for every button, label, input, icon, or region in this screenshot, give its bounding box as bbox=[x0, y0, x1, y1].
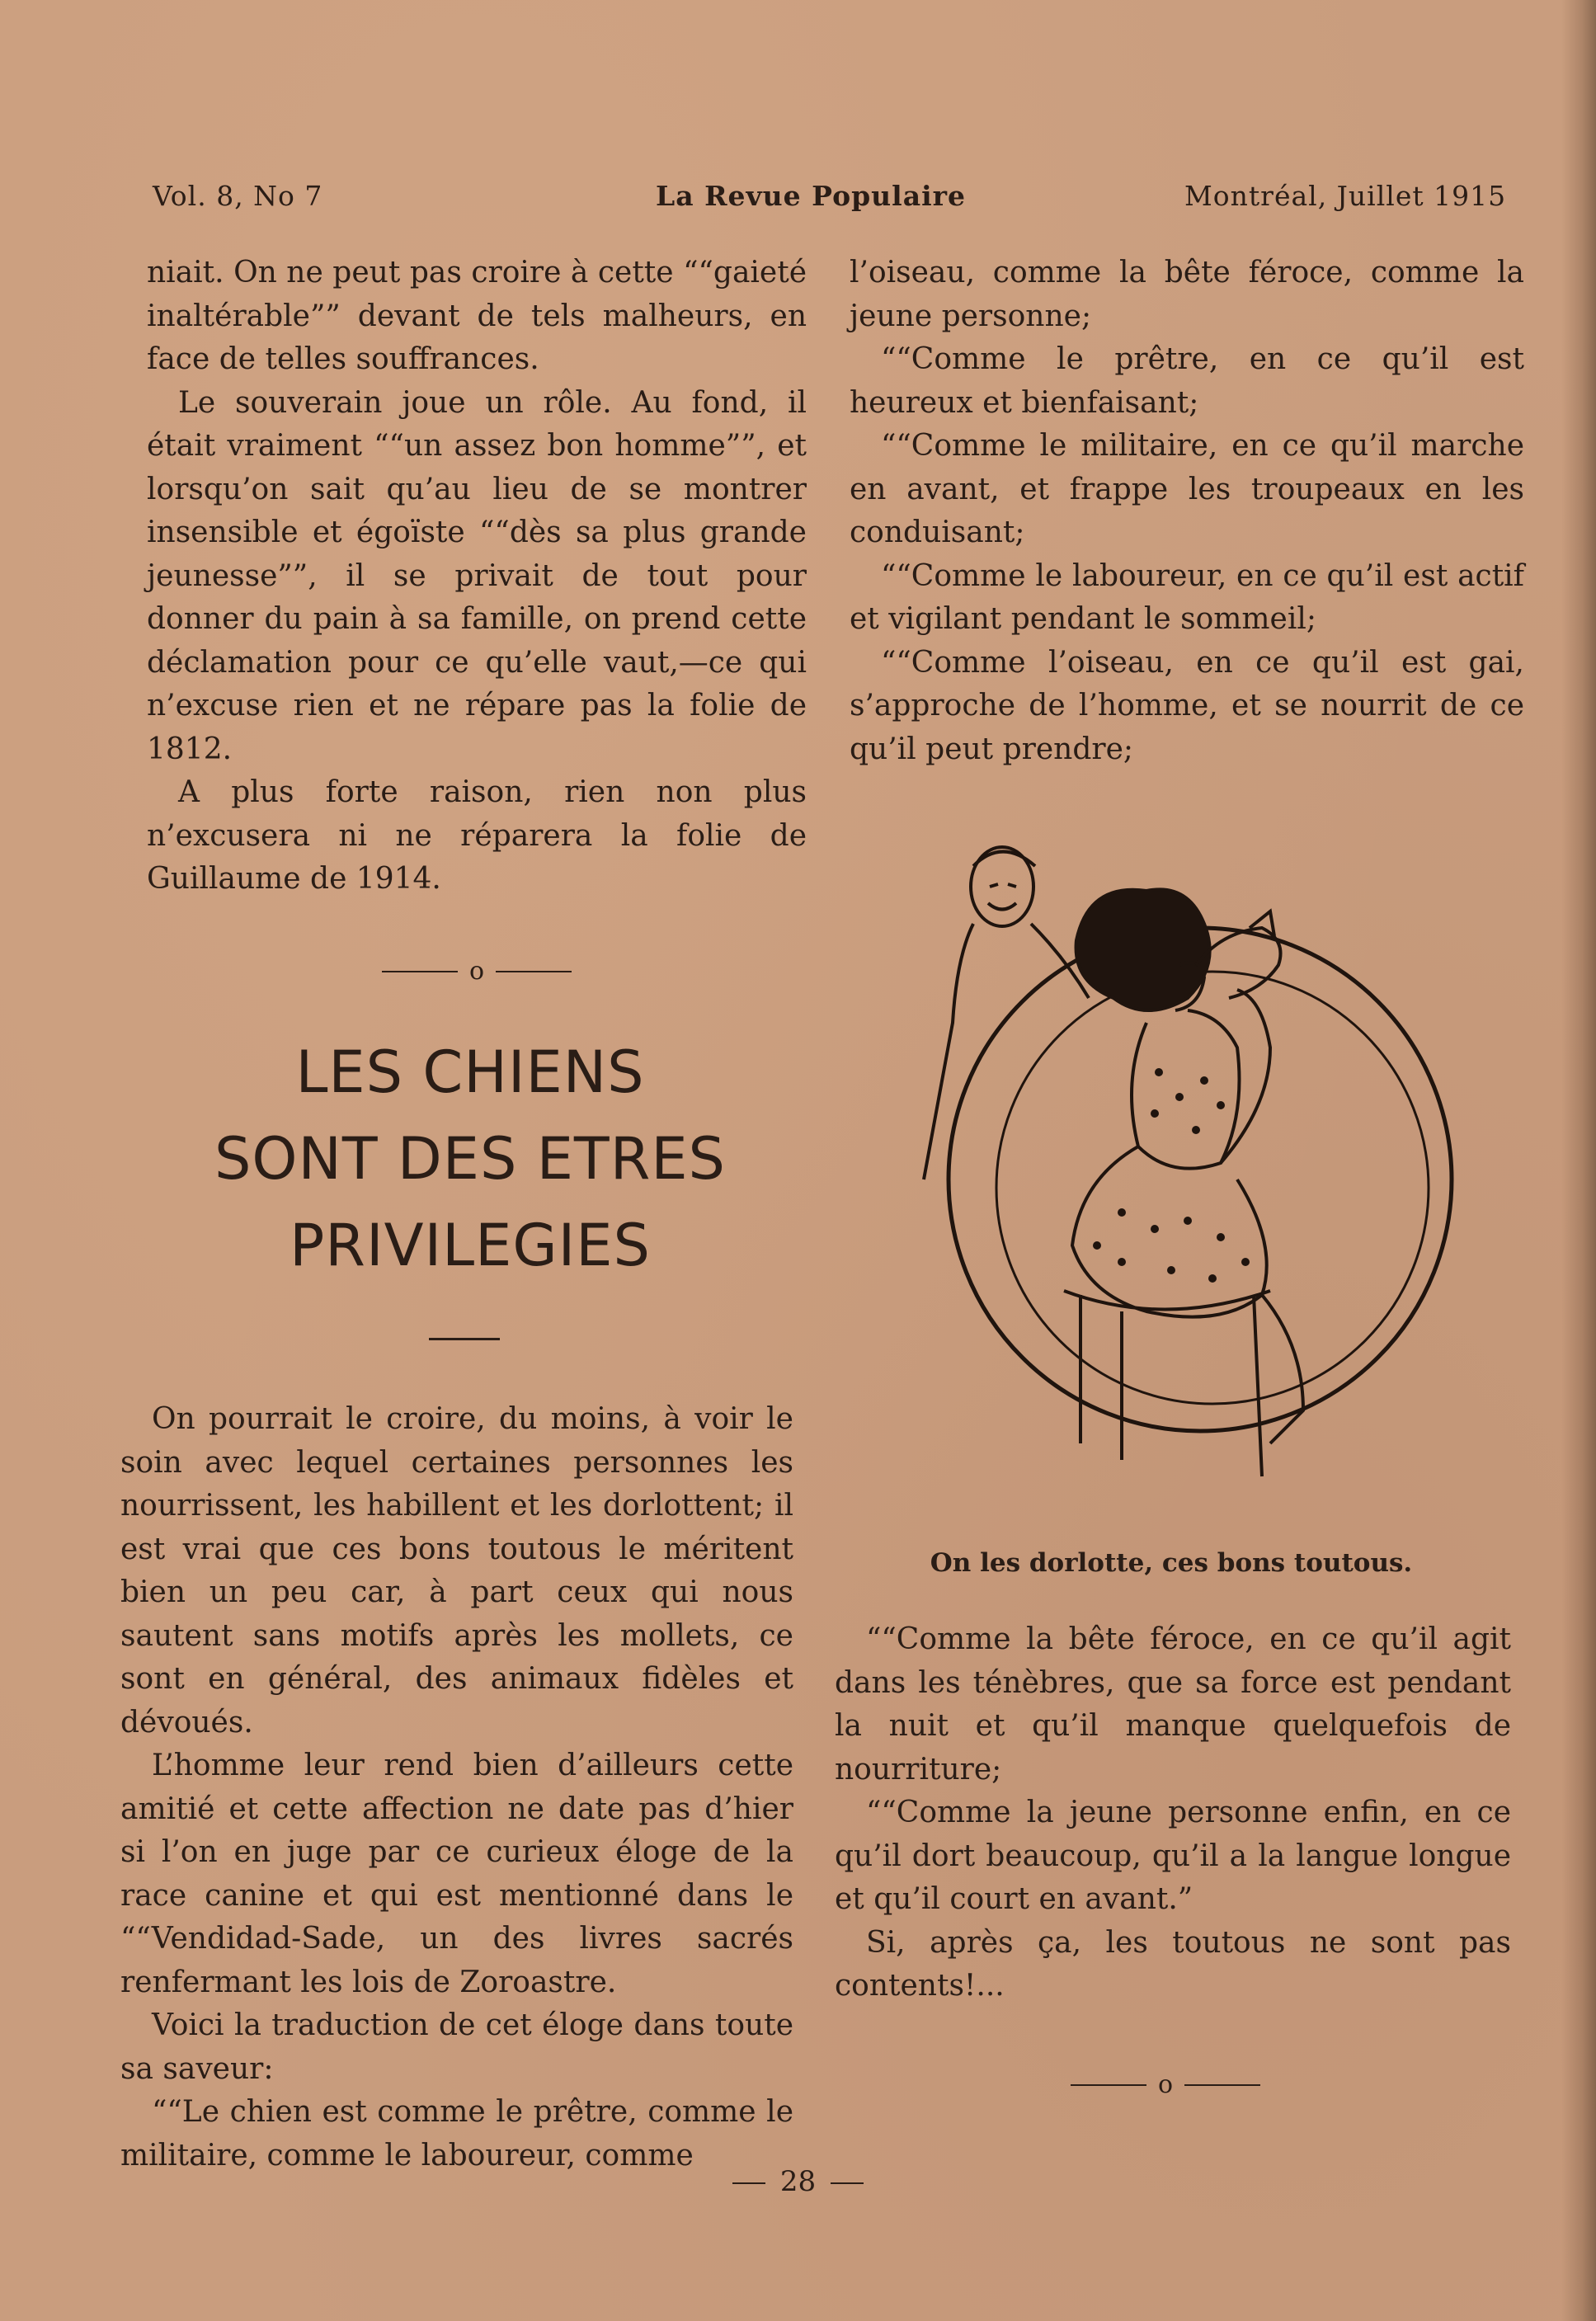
paragraph: On pourrait le croire, du moins, à voir le soin avec lequel certaines personnes les nourrissent, les habillent et les dorlottent; il est vrai que ces bons toutous le méritent bien un peu car, à part ceux qui nous sautent sans motifs après les mollets, ce sont en général, des animaux fidèles et dévoués. bbox=[120, 1402, 793, 1740]
paragraph: Si, après ça, les toutous ne sont pas contents!... bbox=[835, 1925, 1511, 2003]
page-edge-shadow bbox=[1561, 0, 1596, 2321]
paragraph: ““Comme le militaire, en ce qu’il marche en avant, et frappe les troupeaux en les conduisant; bbox=[850, 429, 1524, 549]
paragraph: ““Comme le laboureur, en ce qu’il est actif et vigilant pendant le sommeil; bbox=[850, 558, 1524, 636]
figure-caption: On les dorlotte, ces bons toutous. bbox=[930, 1548, 1413, 1578]
section-separator bbox=[382, 957, 572, 986]
title-line: PRIVILEGIES bbox=[290, 1212, 651, 1279]
title-line: LES CHIENS bbox=[295, 1038, 645, 1106]
paragraph: A plus forte raison, rien non plus n’excusera ni ne réparera la folie de Guillaume de 1914. bbox=[147, 775, 807, 896]
left-column-bottom bbox=[120, 1398, 793, 2177]
right-column-bottom bbox=[835, 1618, 1511, 2008]
separator-rule bbox=[1184, 2084, 1260, 2086]
separator-symbol: o bbox=[1158, 2070, 1174, 2099]
paragraph: ““Comme le prêtre, en ce qu’il est heureux et bienfaisant; bbox=[850, 342, 1524, 420]
title-line: SONT DES ETRES bbox=[214, 1125, 726, 1193]
left-column-top bbox=[147, 252, 807, 902]
right-column-top bbox=[850, 252, 1524, 771]
separator-rule bbox=[1071, 2084, 1146, 2086]
page-number: 28 bbox=[779, 2165, 817, 2198]
separator-symbol: o bbox=[469, 957, 485, 986]
article-title bbox=[124, 1029, 817, 1289]
footer-dash bbox=[831, 2182, 864, 2184]
paragraph: L’homme leur rend bien d’ailleurs cette amitié et cette affection ne date pas d’hier si l’on en juge par ce curieux éloge de la race canine et qui est mentionné dans le ““Vendidad-Sade, un des livres sacrés renfermant les lois de Zoroastre. bbox=[120, 1749, 793, 1999]
inner-circle bbox=[996, 972, 1429, 1404]
paragraph: Le souverain joue un rôle. Au fond, il était vraiment ““un assez bon homme””, et lorsqu’on sait qu’au lieu de se montrer insensible et égoïste ““dès sa plus grande jeunesse””, il se privait de tout pour donner du pain à sa famille, on prend cette déclamation pour ce qu’elle vaut,—ce qui n’excuse rien et ne répare pas la folie de 1812. bbox=[147, 385, 807, 766]
page-number-footer bbox=[0, 2165, 1596, 2198]
paragraph: l’oiseau, comme la bête féroce, comme la jeune personne; bbox=[850, 256, 1524, 333]
header-place-date: Montréal, Juillet 1915 bbox=[1184, 180, 1507, 212]
separator-rule bbox=[382, 971, 458, 972]
header-volume: Vol. 8, No 7 bbox=[153, 180, 323, 212]
paragraph: Voici la traduction de cet éloge dans toute sa saveur: bbox=[120, 2008, 793, 2086]
page-header bbox=[0, 180, 1596, 221]
man-figure bbox=[924, 847, 1089, 1179]
paragraph: ““Comme la bête féroce, en ce qu’il agit dans les ténèbres, que sa force est pendant la nuit et qu’il manque quelquefois de nourriture; bbox=[835, 1622, 1511, 1787]
dress-dots bbox=[1093, 1068, 1250, 1283]
separator-rule bbox=[496, 971, 572, 972]
frame-circle bbox=[949, 928, 1452, 1431]
end-separator bbox=[1071, 2070, 1260, 2099]
title-underline bbox=[429, 1338, 500, 1340]
paragraph: ““Comme l’oiseau, en ce qu’il est gai, s’approche de l’homme, et se nourrit de ce qu’il peut prendre; bbox=[850, 645, 1524, 766]
header-journal: La Revue Populaire bbox=[656, 180, 966, 212]
paragraph: niait. On ne peut pas croire à cette ““gaieté inaltérable”” devant de tels malheurs, en face de telles souffrances. bbox=[147, 256, 807, 376]
illustration-drawing bbox=[874, 833, 1501, 1542]
footer-dash bbox=[732, 2182, 765, 2184]
paragraph: ““Comme la jeune personne enfin, en ce qu’il dort beaucoup, qu’il a la langue longue et qu’il court en avant.” bbox=[835, 1796, 1511, 1916]
paragraph: ““Le chien est comme le prêtre, comme le militaire, comme le laboureur, comme bbox=[120, 2095, 793, 2173]
illustration bbox=[874, 833, 1501, 1542]
